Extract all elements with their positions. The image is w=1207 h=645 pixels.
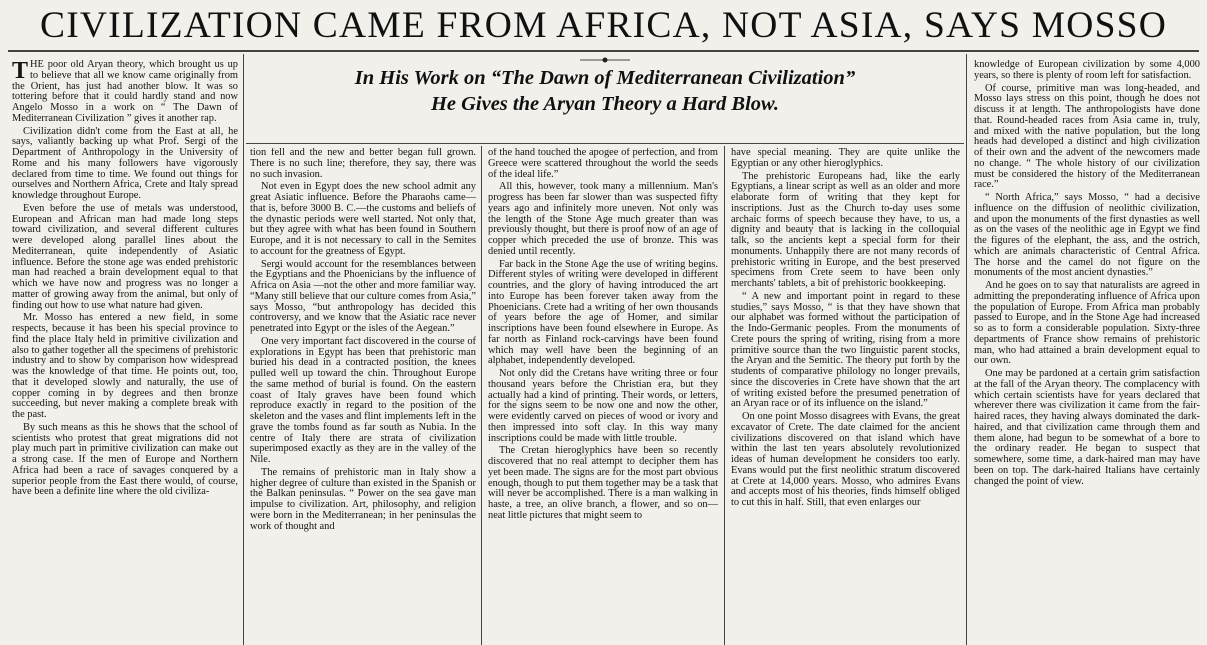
paragraph: tion fell and the new and better began full grown. There is no such line; therefore, they say, there was no such invasion. bbox=[250, 148, 476, 180]
article-column-1 bbox=[12, 60, 238, 645]
paragraph: “ North Africa,” says Mosso, “ had a decisive influence on the diffusion of neolithic civilization, and upon the monuments of the first dynasties as well as on the vases of the neolithic age in Egypt we find the figures of the elephant, the ass, and the ostrich, which are animals characteristic of Central Africa. The horse and the camel do not figure on the monuments of the most ancient dynasties.” bbox=[974, 192, 1200, 279]
paragraph: The prehistoric Europeans had, like the early Egyptians, a linear script as well as an older and more elaborate form of writing that they kept for inscriptions. Just as the Church to-day uses some archaic forms of speech because they have, to us, a dignity and beauty that is lacking in the colloquial talk, so the ancients kept a special form for their monuments. Unhappily there are not many records of prehistoric writing in Europe, and the best preserved specimens from Crete seem to have been only merchants' tablets, a bit of prehistoric bookkeeping. bbox=[731, 170, 960, 289]
subhead-rule bbox=[246, 143, 964, 144]
paragraph: Not only did the Cretans have writing three or four thousand years before the Christian era, but they actually had a kind of printing. Their words, or letters, for the signs seem to be now one and now the other, were evidently carved on pieces of wood or ivory and then impressed into soft clay. In this way many inscriptions could be made with little trouble. bbox=[488, 368, 718, 444]
article-column-2 bbox=[250, 148, 476, 645]
paragraph: knowledge of European civilization by some 4,000 years, so there is plenty of room left for satisfaction. bbox=[974, 60, 1200, 81]
paragraph: Of course, primitive man was long-headed, and Mosso lays stress on this point, though he does not discuss it at length. The anthropologists have done that. Round-headed races from Asia came in, truly, and mixed with the native population, but the long heads had developed a distinct and high civilization of their own and the advent of the newcomers made no change. “ The whole history of our civilization must be considered the history of the Mediterranean race.” bbox=[974, 82, 1200, 191]
paragraph: And he goes on to say that naturalists are agreed in admitting the preponderating influence of Africa upon the population of Europe. From Africa man probably passed to Europe, and in the Stone Age had increased so as to form a considerable population. Sixty-three departments of France show remains of prehistoric man, who had attained a brain development equal to our own. bbox=[974, 280, 1200, 367]
paragraph: of the hand touched the apogee of perfection, and from Greece were scattered throughout the world the seeds of the ideal life.” bbox=[488, 148, 718, 180]
subheadline-line-1: In His Work on “The Dawn of Mediterranean Civilization” bbox=[354, 67, 856, 89]
article-column-4 bbox=[731, 148, 960, 645]
paragraph: Mr. Mosso has entered a new field, in some respects, because it has been his special province to find the place Italy held in primitive civilization and also to gather together all the specimens of prehistoric industry and to show by comparison how widespread was the knowledge of that time. He points out, too, that it developed slowly and naturally, the use of copper coming in by degrees and then bronze succeeding, but never making a complete break with the past. bbox=[12, 312, 238, 420]
article-column-3 bbox=[488, 148, 718, 645]
paragraph: THE poor old Aryan theory, which brought us up to believe that all we know came originally from the Orient, has just had another blow. It was so tottering before that it could hardly stand and now Angelo Mosso in a work on “ The Dawn of Mediterranean Civilization ” gives it another rap. bbox=[12, 60, 238, 124]
headline: CIVILIZATION CAME FROM AFRICA, NOT ASIA, SAYS MOSSO bbox=[39, 5, 1167, 46]
paragraph: The remains of prehistoric man in Italy show a higher degree of culture than existed in the Spanish or the Balkan peninsulas. “ Power on the sea gave man impulse to civilization. Art, philosophy, and religion were born in the Mediterranean; in her peninsulas the work of thought and bbox=[250, 466, 476, 532]
paragraph: On one point Mosso disagrees with Evans, the great excavator of Crete. The date claimed for the ancient civilizations discovered on that island which have within the last ten years absolutely revolutionized ideas of human development he considers too early. Evans would put the first neolithic stratum discovered at Crete at 14,000 years. Mosso, who admires Evans and accepts most of his theories, finds himself obliged to cut this in half. Still, that even enlarges our bbox=[731, 411, 960, 508]
paragraph: One very important fact discovered in the course of explorations in Egypt has been that prehistoric man buried his dead in a contracted position, the knees pulled well up toward the chin. Throughout Europe the same method of burial is found. On the eastern coast of Italy graves have been found which reproduce exactly in regard to the position of the skeleton and the vases and flint implements left in the grave the tombs found as far south as Nubia. In the centre of Italy there are strata of civilization superimposed exactly as they are in the valley of the Nile. bbox=[250, 335, 476, 465]
paragraph: One may be pardoned at a certain grim satisfaction at the fall of the Aryan theory. The complacency with which certain scientists have for years declared that wherever there was civilization it came from the fair-haired races, they having always dominated the dark-haired, and that civilization came through them and them alone, had begun to be somewhat of a bore to the ordinary reader. He began to suspect that somewhere, some time, a dark-haired man may have been on top. The dark-haired Italians have certainly changed the point of view. bbox=[974, 368, 1200, 487]
paragraph: The Cretan hieroglyphics have been so recently discovered that no real attempt to decipher them has yet been made. The signs are for the most part obvious enough, though to put them together may be a task that will never be accomplished. There is a man walking in haste, a tree, an olive branch, a flower, and so on—neat little pictures that might seem to bbox=[488, 445, 718, 521]
headline-rule bbox=[8, 50, 1199, 52]
paragraph: “ A new and important point in regard to these studies,” says Mosso, “ is that they have shown that our alphabet was formed without the participation of the Indo-Germanic peoples. From the monuments of Crete pours the spring of writing, rising from a more primitive source than the two linguistic parent stocks, the Aryan and the Semitic. The theory put forth by the students of comparative philology no longer prevails, since the discoveries in Crete have shown that the art of writing existed before the presumed penetration of an Aryan race or of its influence on the island.” bbox=[731, 290, 960, 410]
ornament-divider-icon bbox=[580, 56, 630, 64]
paragraph: Civilization didn't come from the East at all, he says, valiantly backing up what Prof. Sergi of the Department of Anthropology in the University of Rome and his many followers have vigorously declared from time to time. We found out things for ourselves and Northern Africa, Crete and Italy spread knowledge throughout Europe. bbox=[12, 125, 238, 201]
paragraph: By such means as this he shows that the school of scientists who protest that great migrations did not play much part in primitive civilization can make out a strong case. If the men of Europe and Northern Africa had been a race of savages conquered by a superior people from the East there would, of course, have been a definite line where the old civiliza- bbox=[12, 421, 238, 498]
paragraph: Sergi would account for the resemblances between the Egyptians and the Phoenicians by the influence of Africa on Asia —not the other and more familiar way. “Many still believe that our culture comes from Asia,” says Mosso, “but anthropology has decided this controversy, and we know that the Asiatic race never penetrated into Egypt or the isles of the Aegean.” bbox=[250, 258, 476, 334]
paragraph: Even before the use of metals was understood, European and African man had made long steps toward civilization, and several different cultures were developed along parallel lines about the Mediterranean, quite independently of Asiatic influence. Before the stone age was ended prehistoric man had reached a brain development equal to that which we have now and progress was no longer a matter of growing away from the animal, but only of finding out how to use what nature had given. bbox=[12, 202, 238, 311]
drop-cap: T bbox=[12, 60, 29, 84]
subheadline-line-2: He Gives the Aryan Theory a Hard Blow. bbox=[430, 93, 780, 115]
column-divider bbox=[243, 54, 244, 645]
column-divider bbox=[724, 146, 725, 645]
paragraph: have special meaning. They are quite unlike the Egyptian or any other hieroglyphics. bbox=[731, 148, 960, 169]
column-divider bbox=[481, 146, 482, 645]
paragraph: Far back in the Stone Age the use of writing begins. Different styles of writing were developed in different countries, and the glory of having introduced the art into Europe has been forever taken away from the Phoenicians. Crete had a writing of her own thousands of years before the age of Homer, and similar inscriptions have been found elsewhere in Europe. As far north as Finland rock-carvings have been found which may well have been the beginning of an alphabet, independently developed. bbox=[488, 258, 718, 367]
subheadline bbox=[250, 65, 960, 141]
paragraph: Not even in Egypt does the new school admit any great Asiatic influence. Before the Pharaohs came—that is, before 3000 B. C.—the customs and beliefs of the dynastic periods were well started. Not only that, but they agree with what has been found in Southern Europe, and it is not necessary to call in the Semites to account for the greatness of Egypt. bbox=[250, 181, 476, 257]
paragraph: All this, however, took many a millennium. Man's progress has been far slower than was suspected fifty years ago and infinitely more uneven. Not only was the length of the Stone Age much greater than was previously thought, but there is proof now of an age of copper which preceded the use of bronze. This was denied until recently. bbox=[488, 181, 718, 257]
article-column-5 bbox=[974, 60, 1200, 645]
column-divider bbox=[966, 54, 967, 645]
